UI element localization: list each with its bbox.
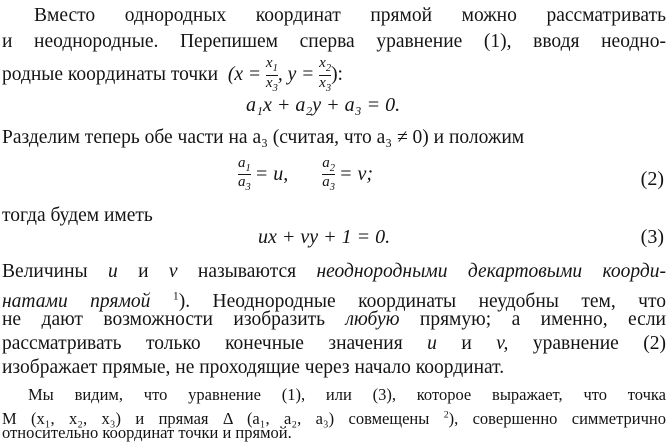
fraction-numerator: $a_1$ [238, 155, 251, 174]
paragraph-1-line-2: и неоднородные. Перепишем сперва уравнение (1), вводя неодно- [2, 31, 666, 52]
text: ). Неоднородные координаты неудобны тем, что [178, 290, 666, 312]
text: называются [197, 261, 297, 282]
var-u: u [107, 261, 118, 282]
fraction-denominator: $x_3$ [319, 74, 332, 94]
fraction-denominator: $a_3$ [322, 174, 335, 194]
paragraph-2: Разделим теперь обе части на a₃ (считая, что a₃ ≠ 0) и положим [2, 127, 525, 148]
fraction-a2-over-a3 [322, 156, 335, 193]
emphasis: любую [345, 309, 400, 330]
equation-2-number: (2) [640, 168, 664, 190]
var-v: v, [496, 333, 509, 354]
fraction-denominator: $x_3$ [265, 74, 278, 94]
coord-close: ): [331, 64, 343, 85]
fraction-x1-over-x3 [266, 56, 278, 93]
coord-mid: , y = [277, 64, 315, 85]
coord-open: (x = [227, 64, 262, 85]
emphasis: неоднородными декартовыми коорди- [316, 261, 667, 282]
text: M (x₁, x₂, x₃) и прямая Δ (a₁, a₂, a₃) совмещены [2, 408, 430, 428]
paragraph-4-line-3 [2, 308, 666, 332]
text: и [138, 261, 149, 282]
text: Величины [2, 261, 88, 282]
text: прямую; а именно, если [419, 309, 666, 330]
paragraph-4-line-1 [2, 260, 666, 284]
fraction-numerator: $x_2$ [319, 55, 332, 75]
var-u: u [427, 333, 437, 354]
note-line-1: Мы видим, что уравнение (1), или (3), которое выражает, что точка [28, 385, 666, 404]
paragraph-1-line-3 [2, 55, 666, 94]
equation-2-rhs-v: = v; [339, 163, 374, 186]
paragraph-1-line-1: Вместо однородных координат прямой можно рассматривать [34, 5, 666, 26]
equation-3-number: (3) [640, 226, 664, 248]
text: рассматривать только конечные значения [2, 333, 403, 354]
note-line-3: относительно координат точки и прямой. [2, 423, 292, 442]
line-3-text: родные координаты точки [2, 64, 219, 85]
text: уравнение (2) [532, 333, 667, 354]
paragraph-4-line-4 [2, 332, 666, 356]
text: не дают возможности изобразить [2, 309, 326, 330]
fraction-denominator: $a_3$ [238, 174, 251, 194]
equation-2-rhs-u: = u, [254, 163, 289, 186]
equation-1: a₁x + a₂y + a₃ = 0. [246, 94, 401, 116]
var-v: v [168, 261, 178, 282]
equation-2 [238, 156, 373, 193]
fraction-x2-over-x3 [319, 56, 331, 93]
footnote-marker-1: 1 [172, 289, 179, 302]
text: и [461, 333, 472, 354]
fraction-numerator: $a_2$ [322, 155, 335, 174]
footnote-marker-2: 2 [443, 409, 449, 420]
paragraph-4-line-5: изображает прямые, не проходящие через начало координат. [2, 357, 505, 378]
paragraph-3: тогда будем иметь [2, 205, 153, 226]
text: ), совершенно симметрично [448, 408, 666, 428]
fraction-a1-over-a3 [238, 156, 251, 193]
fraction-numerator: $x_1$ [265, 55, 278, 75]
equation-3: ux + vy + 1 = 0. [258, 226, 391, 248]
emphasis: натами прямой [2, 290, 151, 312]
